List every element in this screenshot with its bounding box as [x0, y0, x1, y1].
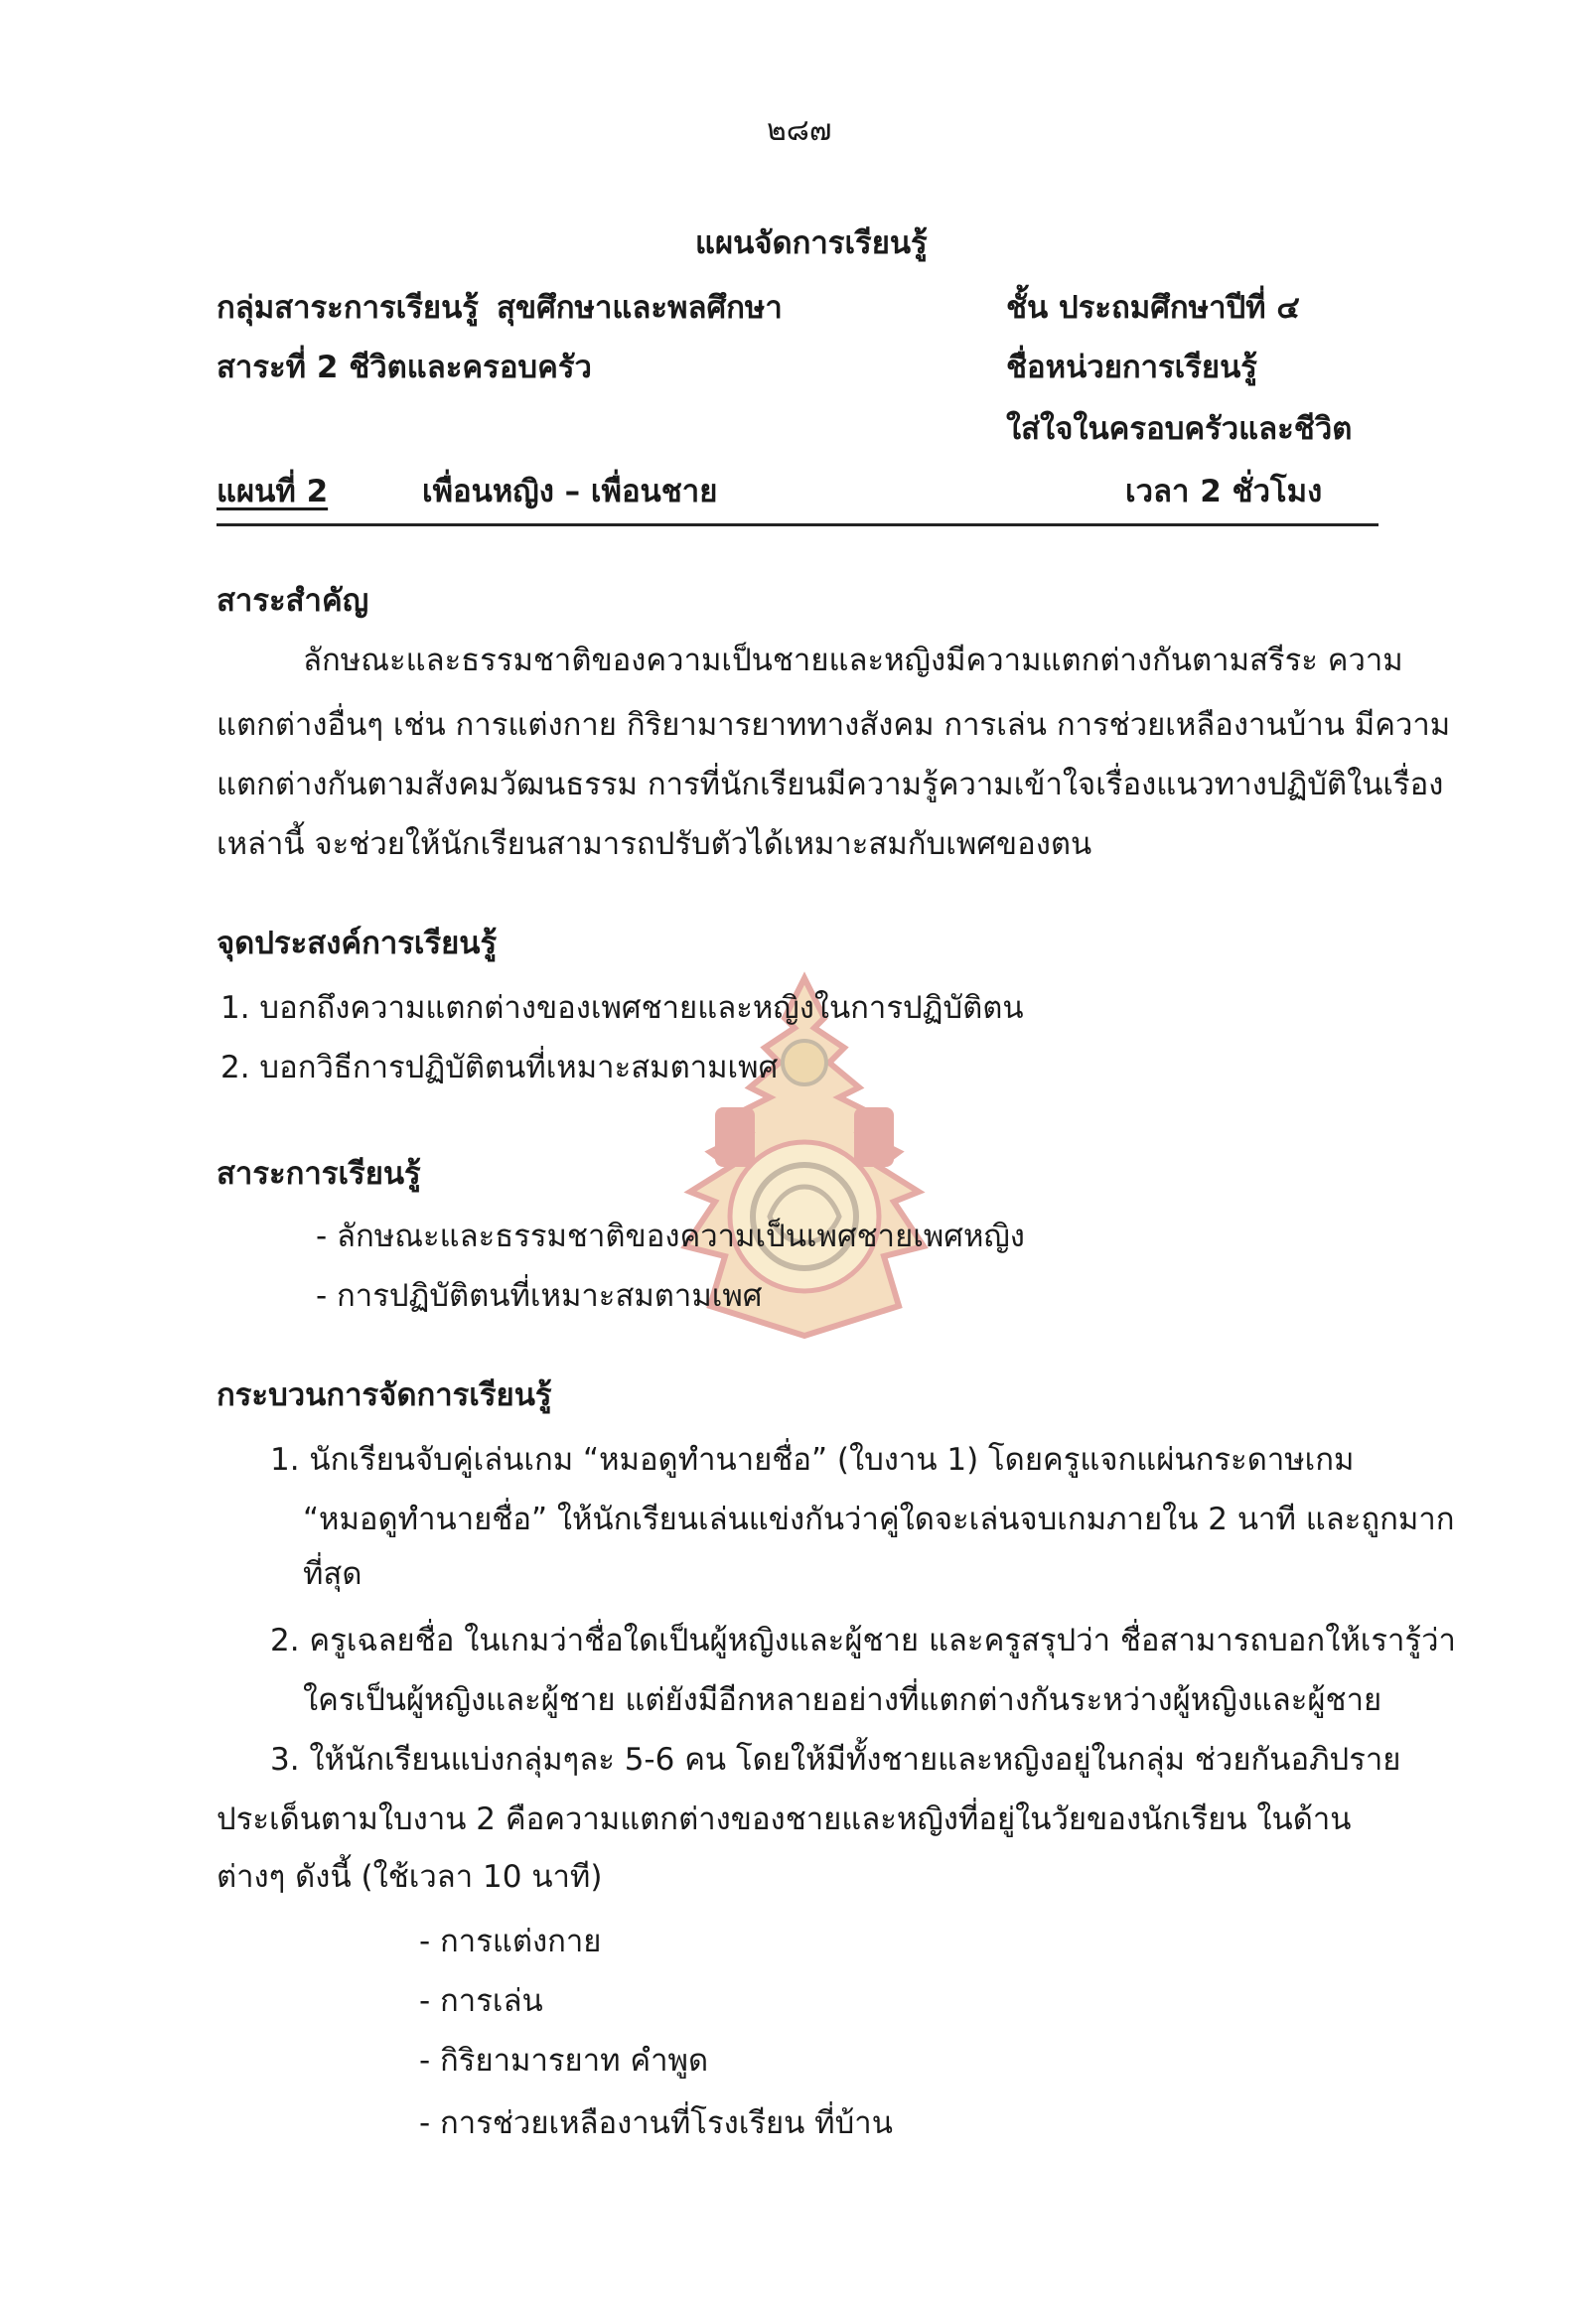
- essence-line-3: แตกต่างกันตามสังคมวัฒนธรรม การที่นักเรียนมีความรู้ความเข้าใจเรื่องแนวทางปฏิบัติในเรื่อง: [217, 767, 1444, 802]
- essence-line-4: เหล่านี้ จะช่วยให้นักเรียนสามารถปรับตัวได้เหมาะสมกับเพศของตน: [217, 826, 1092, 862]
- objectives-heading: จุดประสงค์การเรียนรู้: [217, 926, 498, 961]
- topic-item: - กิริยามารยาท คำพูด: [419, 2043, 709, 2079]
- subject-value: สุขศึกษาและพลศึกษา: [497, 290, 783, 326]
- process-step-1-line-3: ที่สุด: [303, 1556, 363, 1592]
- process-step-1-line-1: 1. นักเรียนจับคู่เล่นเกม “หมอดูทำนายชื่อ” (ใบงาน 1) โดยครูแจกแผ่นกระดาษเกม: [270, 1442, 1355, 1478]
- process-step-3-line-1: 3. ให้นักเรียนแบ่งกลุ่มๆละ 5-6 คน โดยให้มีทั้งชายและหญิงอยู่ในกลุ่ม ช่วยกันอภิปราย: [270, 1742, 1401, 1778]
- content-item: - ลักษณะและธรรมชาติของความเป็นเพศชายเพศหญิง: [316, 1219, 1025, 1254]
- process-step-1-line-2: “หมอดูทำนายชื่อ” ให้นักเรียนเล่นแข่งกันว่าคู่ใดจะเล่นจบเกมภายใน 2 นาที และถูกมาก: [303, 1502, 1455, 1537]
- objective-item: 2. บอกวิธีการปฏิบัติตนที่เหมาะสมตามเพศ: [220, 1050, 779, 1085]
- process-heading: กระบวนการจัดการเรียนรู้: [217, 1377, 552, 1413]
- content-item: - การปฏิบัติตนที่เหมาะสมตามเพศ: [316, 1278, 763, 1314]
- process-step-3-line-3: ต่างๆ ดังนี้ (ใช้เวลา 10 นาที): [217, 1859, 603, 1895]
- page-title: แผนจัดการเรียนรู้: [695, 225, 928, 261]
- essence-line-1: ลักษณะและธรรมชาติของความเป็นชายและหญิงมีความแตกต่างกันตามสรีระ ความ: [303, 643, 1403, 678]
- content-heading: สาระการเรียนรู้: [217, 1156, 421, 1192]
- plan-label: แผนที่ 2: [217, 474, 329, 509]
- strand: สาระที่ 2 ชีวิตและครอบครัว: [217, 350, 592, 385]
- unit-name: ใส่ใจในครอบครัวและชีวิต: [1006, 411, 1353, 447]
- topic-item: - การช่วยเหลืองานที่โรงเรียน ที่บ้าน: [419, 2105, 893, 2141]
- essence-line-2: แตกต่างอื่นๆ เช่น การแต่งกาย กิริยามารยาททางสังคม การเล่น การช่วยเหลืองานบ้าน มีความ: [217, 707, 1451, 743]
- plan-time: เวลา 2 ชั่วโมง: [1125, 474, 1323, 509]
- process-step-3-line-2: ประเด็นตามใบงาน 2 คือความแตกต่างของชายและหญิงที่อยู่ในวัยของนักเรียน ในด้าน: [217, 1801, 1352, 1837]
- topic-item: - การแต่งกาย: [419, 1924, 602, 1959]
- plan-title: เพื่อนหญิง – เพื่อนชาย: [422, 474, 718, 509]
- page-number: ๒๘๗: [767, 113, 832, 148]
- header-divider: [217, 523, 1378, 526]
- process-step-2-line-1: 2. ครูเฉลยชื่อ ในเกมว่าชื่อใดเป็นผู้หญิงและผู้ชาย และครูสรุปว่า ชื่อสามารถบอกให้เรารู้ว่า: [270, 1623, 1456, 1658]
- unit-label: ชื่อหน่วยการเรียนรู้: [1006, 350, 1257, 385]
- grade-level: ชั้น ประถมศึกษาปีที่ ๔: [1006, 290, 1300, 326]
- subject-label: กลุ่มสาระการเรียนรู้: [217, 290, 479, 326]
- objective-item: 1. บอกถึงความแตกต่างของเพศชายและหญิงในการปฏิบัติตน: [220, 990, 1024, 1026]
- essence-heading: สาระสำคัญ: [217, 583, 369, 619]
- process-step-2-line-2: ใครเป็นผู้หญิงและผู้ชาย แต่ยังมีอีกหลายอย่างที่แตกต่างกันระหว่างผู้หญิงและผู้ชาย: [303, 1682, 1382, 1718]
- topic-item: - การเล่น: [419, 1983, 543, 2019]
